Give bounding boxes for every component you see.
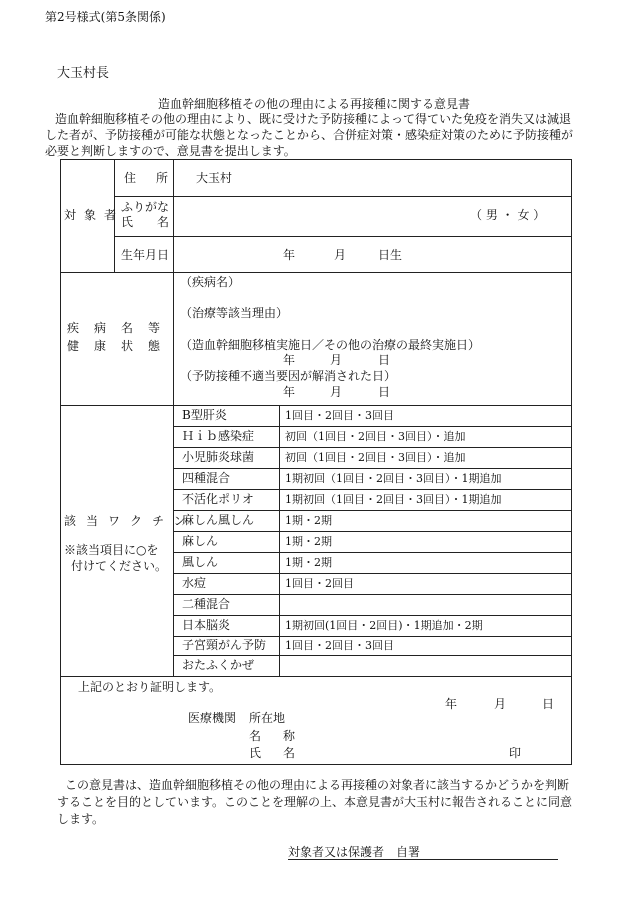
- vaccine-name[interactable]: おたふくかぜ: [182, 658, 255, 672]
- document-title: 造血幹細胞移植その他の理由による再接種に関する意見書: [158, 97, 471, 111]
- birthdate-year: 年: [283, 248, 296, 262]
- institution-name-label: 名 称: [249, 729, 301, 743]
- vaccine-doses[interactable]: 1期・2期: [285, 556, 332, 569]
- vaccine-name[interactable]: 水痘: [182, 576, 207, 590]
- consent-line-1: この意見書は、造血幹細胞移植その他の理由による再接種の対象者に該当するかどうかを判断: [65, 778, 570, 792]
- vaccine-name[interactable]: Ｈｉｂ感染症: [182, 429, 255, 443]
- resolved-date-day: 日: [378, 385, 391, 399]
- vaccine-doses[interactable]: 1回目・2回目・3回目: [285, 639, 394, 652]
- address-value: 大玉村: [196, 171, 233, 185]
- vaccine-name[interactable]: 二種混合: [182, 597, 231, 611]
- consent-line-3: します。: [57, 812, 105, 826]
- vaccine-name[interactable]: 四種混合: [182, 471, 231, 485]
- treatment-reason-label: （治療等該当理由）: [180, 306, 289, 320]
- vaccine-doses[interactable]: 1回目・2回目: [285, 577, 354, 590]
- institution-label: 医療機関: [188, 711, 237, 725]
- doctor-name-label: 氏 名: [249, 746, 301, 760]
- vaccine-name[interactable]: 麻しん: [182, 534, 219, 548]
- resolved-date-month: 月: [330, 385, 343, 399]
- address-label: 住 所: [124, 171, 173, 185]
- vaccine-note-line2: 付けてください。: [71, 559, 168, 573]
- vaccine-doses[interactable]: 初回（1回目・2回目・3回目）・追加: [285, 451, 466, 464]
- vaccine-name[interactable]: 風しん: [182, 555, 219, 569]
- vaccine-doses[interactable]: 1期初回（1回目・2回目・3回目）・1期追加: [285, 493, 502, 506]
- certification-statement: 上記のとおり証明します。: [78, 680, 222, 694]
- vaccine-doses[interactable]: 初回（1回目・2回目・3回目）・追加: [285, 430, 466, 443]
- intro-line-1: 造血幹細胞移植その他の理由により、既に受けた予防接種によって得ていた免疫を消失又は減退: [55, 112, 572, 126]
- consent-line-2: することを目的としています。このことを理解の上、本意見書が大玉村に報告されることに同意: [57, 795, 573, 809]
- vaccine-name[interactable]: 日本脳炎: [182, 618, 231, 632]
- vaccine-note-line1: ※該当項目に○を: [64, 543, 159, 557]
- cert-year: 年: [445, 697, 458, 711]
- resolved-date-year: 年: [283, 385, 296, 399]
- form-number: 第2号様式(第5条関係): [45, 10, 166, 24]
- cert-month: 月: [494, 697, 507, 711]
- vaccine-doses[interactable]: 1期・2期: [285, 514, 332, 527]
- signature-line[interactable]: [288, 859, 558, 860]
- furigana-label: ふりがな: [121, 200, 170, 214]
- vaccine-doses[interactable]: 1期初回（1回目・2回目・3回目）・1期追加: [285, 472, 502, 485]
- vaccine-section-label: 該当ワクチン: [64, 514, 196, 528]
- vaccine-doses[interactable]: 1期・2期: [285, 535, 332, 548]
- location-label: 所在地: [249, 711, 286, 725]
- cert-day: 日: [542, 697, 555, 711]
- gender-options[interactable]: （ 男 ・ 女 ）: [470, 208, 546, 222]
- transplant-date-month: 月: [330, 353, 343, 367]
- intro-line-3: 必要と判断しますので、意見書を提出します。: [45, 144, 296, 158]
- resolved-date-label: （予防接種不適当要因が解消された日）: [180, 369, 397, 383]
- vaccine-name[interactable]: 不活化ポリオ: [182, 492, 254, 506]
- vaccine-doses[interactable]: 1期初回(1回目・2回目)・1期追加・2期: [285, 619, 483, 632]
- vaccine-name[interactable]: 子宮頸がん予防: [182, 638, 267, 652]
- birthdate-label: 生年月日: [121, 248, 170, 262]
- seal-mark: 印: [509, 746, 522, 760]
- name-label: 氏 名: [121, 215, 176, 229]
- transplant-date-label: （造血幹細胞移植実施日／その他の治療の最終実施日）: [180, 338, 481, 352]
- birthdate-month: 月: [334, 248, 347, 262]
- vaccine-doses[interactable]: 1回目・2回目・3回目: [285, 409, 394, 422]
- vaccine-name[interactable]: 麻しん風しん: [182, 513, 255, 527]
- vaccine-name[interactable]: 小児肺炎球菌: [182, 450, 255, 464]
- health-label-line2: 健康状態: [67, 339, 176, 353]
- subject-section-label: 対象者: [64, 208, 125, 222]
- addressee: 大玉村長: [57, 66, 110, 81]
- transplant-date-year: 年: [283, 353, 296, 367]
- intro-line-2: した者が、予防接種が可能な状態となったことから、合併症対策・感染症対策のために予防接種が: [45, 128, 574, 142]
- transplant-date-day: 日: [378, 353, 391, 367]
- birthdate-day: 日生: [378, 248, 403, 262]
- disease-name-label: （疾病名）: [180, 275, 241, 289]
- vaccine-name[interactable]: B型肝炎: [182, 408, 227, 422]
- signature-label: 対象者又は保護者 自署: [288, 845, 421, 859]
- health-label-line1: 疾病名等: [67, 321, 176, 335]
